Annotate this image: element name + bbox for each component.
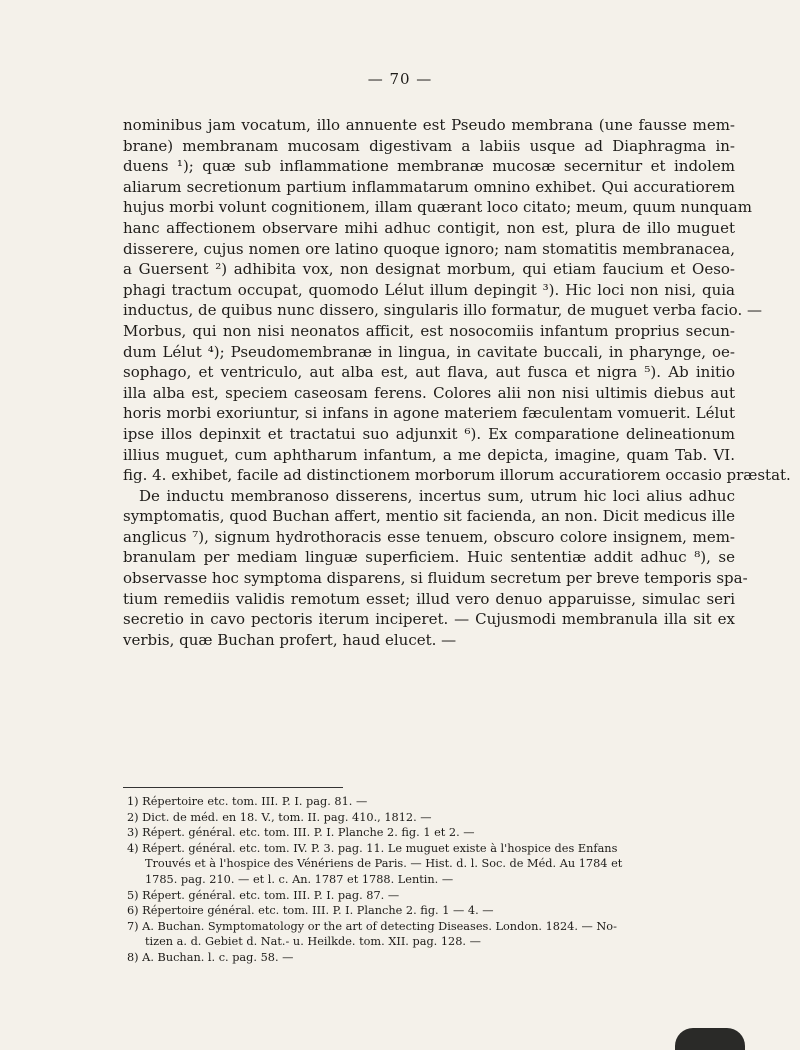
body-line: tium remediis validis remotum esset; illud vero denuo apparuisse, simulac seri — [123, 589, 735, 608]
footnote-line: Trouvés et à l'hospice des Vénériens de Paris. — Hist. d. l. Soc. de Méd. Au 1784 et — [145, 857, 623, 871]
footnote-line: 8) A. Buchan. l. c. pag. 58. — — [127, 950, 294, 964]
footnote-line: 1785. pag. 210. — et l. c. An. 1787 et 1788. Lentin. — — [145, 872, 454, 886]
body-line: symptomatis, quod Buchan affert, mentio sit facienda, an non. Dicit medicus ille — [123, 507, 735, 526]
body-line: Morbus, qui non nisi neonatos afficit, est nosocomiis infantum proprius secun- — [123, 321, 735, 340]
body-line: aliarum secretionum partium inflammatarum omnino exhibet. Qui accuratiorem — [123, 177, 735, 196]
body-line: illius muguet, cum aphtharum infantum, a me depicta, imagine, quam Tab. VI. — [123, 445, 735, 464]
footnotes — [127, 794, 735, 966]
body-line: De inductu membranoso disserens, incertus sum, utrum hic loci alius adhuc — [139, 486, 735, 505]
body-line: hujus morbi volunt cognitionem, illam quærant loco citato; meum, quum nunquam — [123, 198, 752, 217]
body-line: illa alba est, speciem caseosam ferens. Colores alii non nisi ultimis diebus aut — [123, 383, 735, 402]
body-line: inductus, de quibus nunc dissero, singularis illo formatur, de muguet verba facio. — — [123, 301, 762, 320]
footnote-line: tizen a. d. Gebiet d. Nat.- u. Heilkde. tom. XII. pag. 128. — — [145, 935, 481, 949]
body-line: horis morbi exoriuntur, si infans in agone materiem fæculentam vomuerit. Lélut — [123, 404, 735, 423]
body-line: fig. 4. exhibet, facile ad distinctionem morborum illorum accuratiorem occasio præstat. — [123, 466, 791, 485]
footnote-line: 4) Répert. général. etc. tom. IV. P. 3. pag. 11. Le muguet existe à l'hospice des Enfans — [127, 841, 618, 855]
footnote-line: 5) Répert. général. etc. tom. III. P. I. pag. 87. — — [127, 888, 400, 902]
body-line: verbis, quæ Buchan profert, haud elucet. — — [123, 630, 457, 649]
body-line: phagi tractum occupat, quomodo Lélut illum depingit ³). Hic loci non nisi, quia — [123, 280, 735, 299]
footnote-line: 6) Répertoire général. etc. tom. III. P. I. Planche 2. fig. 1 — 4. — — [127, 904, 494, 918]
body-line: ipse illos depinxit et tractatui suo adjunxit ⁶). Ex comparatione delineationum — [123, 424, 735, 443]
body-line: disserere, cujus nomen ore latino quoque ignoro; nam stomatitis membranacea, — [123, 239, 735, 258]
body-line: nominibus jam vocatum, illo annuente est Pseudo membrana (une fausse mem- — [123, 116, 735, 134]
body-line: hanc affectionem observare mihi adhuc contigit, non est, plura de illo muguet — [123, 218, 735, 237]
page-number: — 70 — — [367, 70, 433, 88]
footnote-divider — [123, 787, 343, 788]
footnote-line: 3) Répert. général. etc. tom. III. P. I. Planche 2. fig. 1 et 2. — — [127, 826, 475, 840]
ink-stain — [675, 1028, 745, 1050]
footnote-line: 2) Dict. de méd. en 18. V., tom. II. pag. 410., 1812. — — [127, 810, 432, 824]
body-line: brane) membranam mucosam digestivam a labiis usque ad Diaphragma in- — [123, 136, 735, 155]
body-text — [123, 115, 791, 650]
body-line: duens ¹); quæ sub inflammatione membranæ mucosæ secernitur et indolem — [123, 157, 735, 176]
body-line: sophago, et ventriculo, aut alba est, aut flava, aut fusca et nigra ⁵). Ab initio — [123, 363, 735, 382]
footnote-line: 7) A. Buchan. Symptomatology or the art of detecting Diseases. London. 1824. — No- — [127, 919, 617, 933]
footnote-line: 1) Répertoire etc. tom. III. P. I. pag. 81. — — [127, 795, 368, 808]
body-line: a Guersent ²) adhibita vox, non designat morbum, qui etiam faucium et Oeso- — [123, 260, 735, 279]
body-line: branulam per mediam linguæ superficiem. Huic sententiæ addit adhuc ⁸), se — [123, 548, 735, 567]
body-line: anglicus ⁷), signum hydrothoracis esse tenuem, obscuro colore insignem, mem- — [123, 527, 735, 546]
body-line: observasse hoc symptoma disparens, si fluidum secretum per breve temporis spa- — [123, 569, 748, 588]
body-line: secretio in cavo pectoris iterum inciperet. — Cujusmodi membranula illa sit ex — [123, 610, 735, 629]
body-line: dum Lélut ⁴); Pseudomembranæ in lingua, in cavitate buccali, in pharynge, oe- — [123, 342, 735, 361]
